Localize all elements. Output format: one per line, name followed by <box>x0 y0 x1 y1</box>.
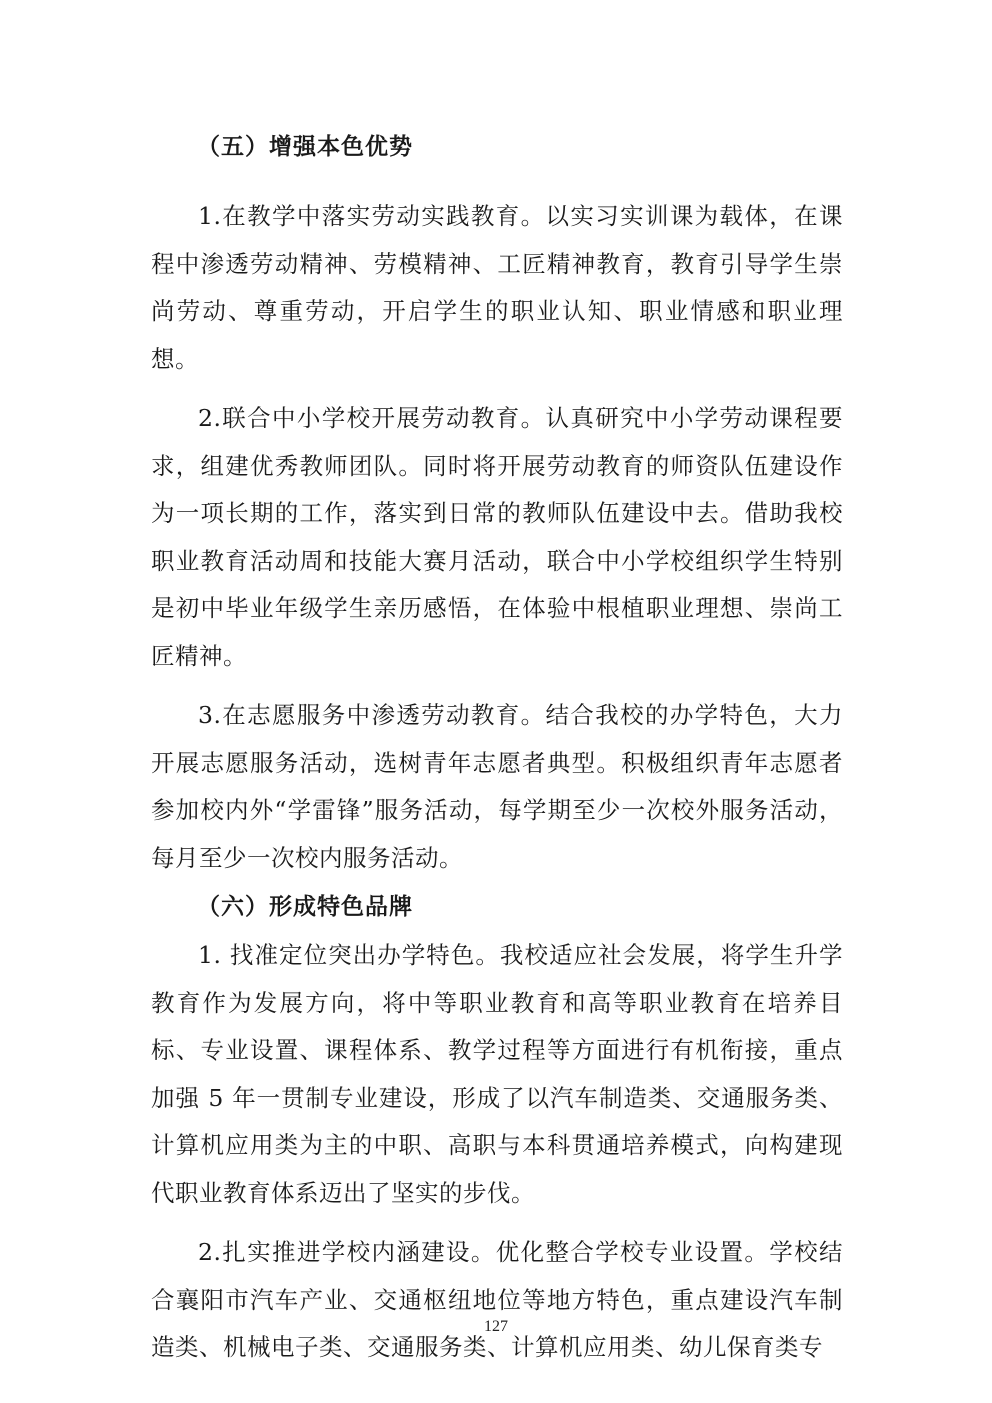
paragraph: 3.在志愿服务中渗透劳动教育。结合我校的办学特色，大力开展志愿服务活动，选树青年志愿者典型。积极组织青年志愿者参加校内外“学雷锋”服务活动，每学期至少一次校外服务活动，每月至少一次校内服务活动。 <box>151 701 843 872</box>
paragraph: 2.扎实推进学校内涵建设。优化整合学校专业设置。学校结合襄阳市汽车产业、交通枢纽地位等地方特色，重点建设汽车制造类、机械电子类、交通服务类、计算机应用类、幼儿保育类专 <box>151 1238 843 1361</box>
paragraph: 1. 找准定位突出办学特色。我校适应社会发展，将学生升学教育作为发展方向，将中等职业教育和高等职业教育在培养目标、专业设置、课程体系、教学过程等方面进行有机衔接，重点加强 5 年一贯制专业建设，形成了以汽车制造类、交通服务类、计算机应用类为主的中职、高职与本科贯通培养模式，向构建现代职业教育体系迈出了坚实的步伐。 <box>151 941 843 1207</box>
section-heading-5: （五）增强本色优势 <box>197 134 413 160</box>
document-body <box>151 128 843 1372</box>
section-heading-6: （六）形成特色品牌 <box>197 894 413 920</box>
paragraph: 2.联合中小学校开展劳动教育。认真研究中小学劳动课程要求，组建优秀教师团队。同时将开展劳动教育的师资队伍建设作为一项长期的工作，落实到日常的教师队伍建设中去。借助我校职业教育活动周和技能大赛月活动，联合中小学校组织学生特别是初中毕业年级学生亲历感悟，在体验中根植职业理想、崇尚工匠精神。 <box>151 404 843 670</box>
page-number: 127 <box>484 1318 508 1335</box>
paragraph: 1.在教学中落实劳动实践教育。以实习实训课为载体，在课程中渗透劳动精神、劳模精神、工匠精神教育，教育引导学生崇尚劳动、尊重劳动，开启学生的职业认知、职业情感和职业理想。 <box>151 202 843 373</box>
